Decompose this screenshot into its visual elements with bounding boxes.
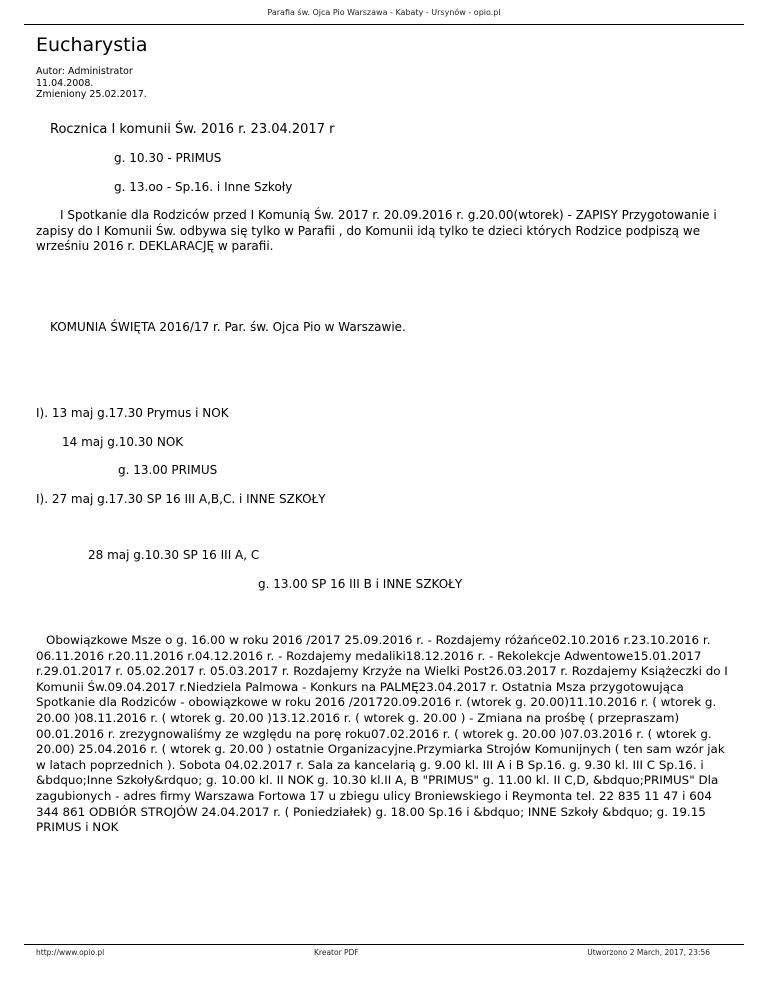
- modified-line: Zmieniony 25.02.2017.: [36, 89, 147, 100]
- anniversary-time-2: g. 13.oo - Sp.16. i Inne Szkoły: [114, 180, 293, 194]
- schedule-line: I). 13 maj g.17.30 Prymus i NOK: [36, 406, 229, 420]
- footer-created: Utworzono 2 March, 2017, 23:56: [587, 948, 710, 957]
- article-meta: [36, 66, 147, 101]
- running-header: Parafia św. Ojca Pio Warszawa - Kabaty - Ursynów - opio.pl: [267, 8, 501, 17]
- schedule-line: 14 maj g.10.30 NOK: [62, 435, 184, 449]
- page-title: Eucharystia: [36, 34, 148, 56]
- schedule-line: g. 13.00 SP 16 III B i INNE SZKOŁY: [258, 577, 463, 591]
- footer-generator: Kreator PDF: [314, 948, 359, 957]
- footer-divider: [24, 944, 744, 945]
- anniversary-time-1: g. 10.30 - PRIMUS: [114, 151, 222, 165]
- date-line: 11.04.2008.: [36, 77, 94, 89]
- schedule-line: I). 27 maj g.17.30 SP 16 III A,B,C. i INNE SZKOŁY: [36, 492, 326, 506]
- obligatory-masses-paragraph: Obowiązkowe Msze o g. 16.00 w roku 2016 /2017 25.09.2016 r. - Rozdajemy różańce02.10.2016 r.23.10.2016 r. 06.11.2016 r.20.11.2016 r.04.12.2016 r. - Rozdajemy medaliki18.12.2016 r. - Rekolekcje Adwentowe15.01.2017 r.29.01.2017 r. 05.02.2017 r. 05.03.2017 r. Rozdajemy Krzyże na Wielki Post26.03.2017 r. Rozdajemy Książeczki do I Komunii Św.09.04.2017 r.Niedziela Palmowa - Konkurs na PALMĘ23.04.2017 r. Ostatnia Msza przygotowująca Spotkanie dla Rodziców - obowiązkowe w roku 2016 /201720.09.2016 r. (wtorek g. 20.00)11.10.2016 r. ( wtorek g. 20.00 )08.11.2016 r. ( wtorek g. 20.00 )13.12.2016 r. ( wtorek g. 20.00 ) - Zmiana na prośbę ( przepraszam) 00.01.2016 r. zrezygnowaliśmy ze względu na porę roku07.02.2016 r. ( wtorek g. 20.00 )07.03.2016 r. ( wtorek g. 20.00) 25.04.2016 r. ( wtorek g. 20.00 ) ostatnie Organizacyjne.Przymiarka Strojów Komunijnych ( ten sam wzór jak w latach poprzednich ). Sobota 04.02.2017 r. Sala za kancelarią g. 9.00 kl. III A i B Sp.16. g. 9.30 kl. III C Sp.16. i &bdquo;Inne Szkoły&rdquo; g. 10.00 kl. II NOK g. 10.30 kl.II A, B "PRIMUS" g. 11.00 kl. II C,D, &bdquo;PRIMUS" Dla zagubionych - adres firmy Warszawa Fortowa 17 u zbiegu ulicy Broniewskiego i Reymonta tel. 22 835 11 47 i 604 344 861 ODBIÓR STROJÓW 24.04.2017 r. ( Poniedziałek) g. 18.00 Sp.16 i &bdquo; INNE Szkoły &bdquo; g. 19.15 PRIMUS i NOK: [36, 633, 728, 835]
- footer-url: http://www.opio.pl: [36, 948, 105, 957]
- meeting-paragraph: I Spotkanie dla Rodziców przed I Komunią Św. 2017 r. 20.09.2016 r. g.20.00(wtorek) - ZAPISY Przygotowanie i zapisy do I Komunii Św. odbywa się tylko w Parafii , do Komunii idą tylko te dzieci których Rodzice podpiszą we wrześniu 2016 r. DEKLARACJĘ w parafii.: [36, 208, 717, 254]
- header-divider: [24, 24, 744, 25]
- anniversary-heading: Rocznica I komunii Św. 2016 r. 23.04.2017 r: [50, 122, 335, 137]
- communion-heading: KOMUNIA ŚWIĘTA 2016/17 r. Par. św. Ojca Pio w Warszawie.: [50, 320, 406, 334]
- schedule-line: g. 13.00 PRIMUS: [118, 463, 218, 477]
- author-line: Autor: Administrator: [36, 66, 133, 77]
- schedule-line: 28 maj g.10.30 SP 16 III A, C: [88, 548, 260, 562]
